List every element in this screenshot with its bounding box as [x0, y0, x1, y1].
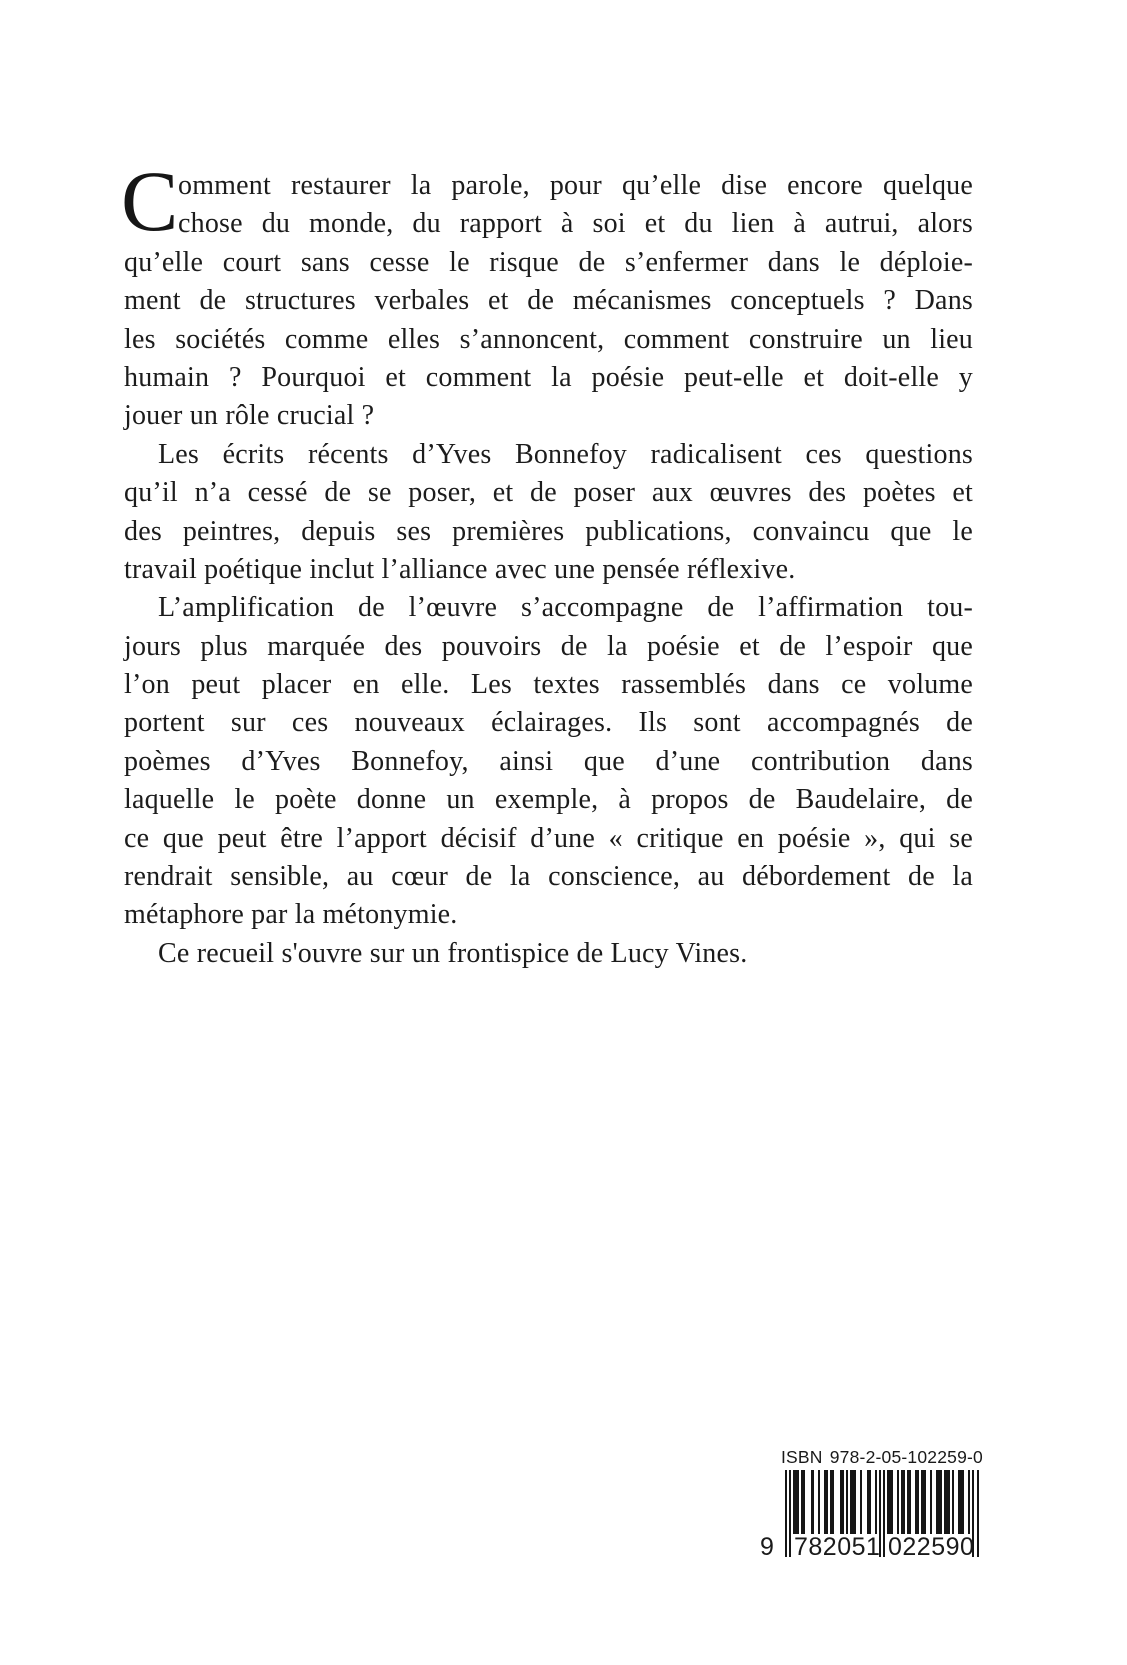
text-line: l’on peut placer en elle. Les textes rassemblés dans ce volume: [124, 669, 973, 701]
text-line: des peintres, depuis ses premières publications, convaincu que le: [124, 515, 973, 547]
text-line: Ce recueil s'ouvre sur un frontispice de Lucy Vines.: [158, 937, 748, 969]
text-line: métaphore par la métonymie.: [124, 899, 458, 931]
text-line: rendrait sensible, au cœur de la conscience, au débordement de la: [124, 861, 973, 893]
isbn-number: 978-2-05-102259-0: [829, 1447, 983, 1467]
barcode-digits: [760, 1533, 979, 1561]
barcode-digit-group-1: 9: [760, 1533, 775, 1561]
isbn-label: [781, 1448, 983, 1466]
text-line: les sociétés comme elles s’annoncent, comment construire un lieu: [124, 323, 973, 355]
text-line: omment restaurer la parole, pour qu’elle dise encore quelque: [178, 170, 973, 201]
blurb-lines: [124, 167, 973, 973]
text-line: laquelle le poète donne un exemple, à propos de Baudelaire, de: [124, 784, 973, 816]
text-line: L’amplification de l’œuvre s’accompagne de l’affirmation tou-: [158, 592, 973, 624]
text-line: jours plus marquée des pouvoirs de la poésie et de l’espoir que: [124, 630, 973, 662]
text-line: jouer un rôle crucial ?: [124, 400, 375, 432]
text-line: qu’elle court sans cesse le risque de s’enfermer dans le déploie-: [124, 246, 973, 278]
barcode-digit-group-3: 022590: [888, 1533, 975, 1561]
text-line: travail poétique inclut l’alliance avec une pensée réflexive.: [124, 553, 796, 585]
isbn-prefix: ISBN: [781, 1447, 823, 1467]
text-line: chose du monde, du rapport à soi et du lien à autrui, alors: [178, 208, 973, 240]
barcode-digit-group-2: 782051: [794, 1533, 881, 1561]
drop-cap-letter: C: [121, 153, 179, 249]
blurb-text-block: [121, 153, 973, 973]
text-line: ment de structures verbales et de mécanismes conceptuels ? Dans: [124, 285, 973, 317]
text-line: portent sur ces nouveaux éclairages. Ils sont accompagnés de: [124, 707, 973, 739]
text-line: Les écrits récents d’Yves Bonnefoy radicalisent ces questions: [158, 438, 973, 470]
text-line: qu’il n’a cessé de se poser, et de poser aux œuvres des poètes et: [124, 477, 973, 509]
isbn-barcode-block: [760, 1447, 983, 1568]
text-line: humain ? Pourquoi et comment la poésie peut-elle et doit-elle y: [124, 361, 973, 393]
text-line: ce que peut être l’apport décisif d’une « critique en poésie », qui se: [124, 822, 973, 854]
text-line: poèmes d’Yves Bonnefoy, ainsi que d’une contribution dans: [124, 745, 973, 777]
